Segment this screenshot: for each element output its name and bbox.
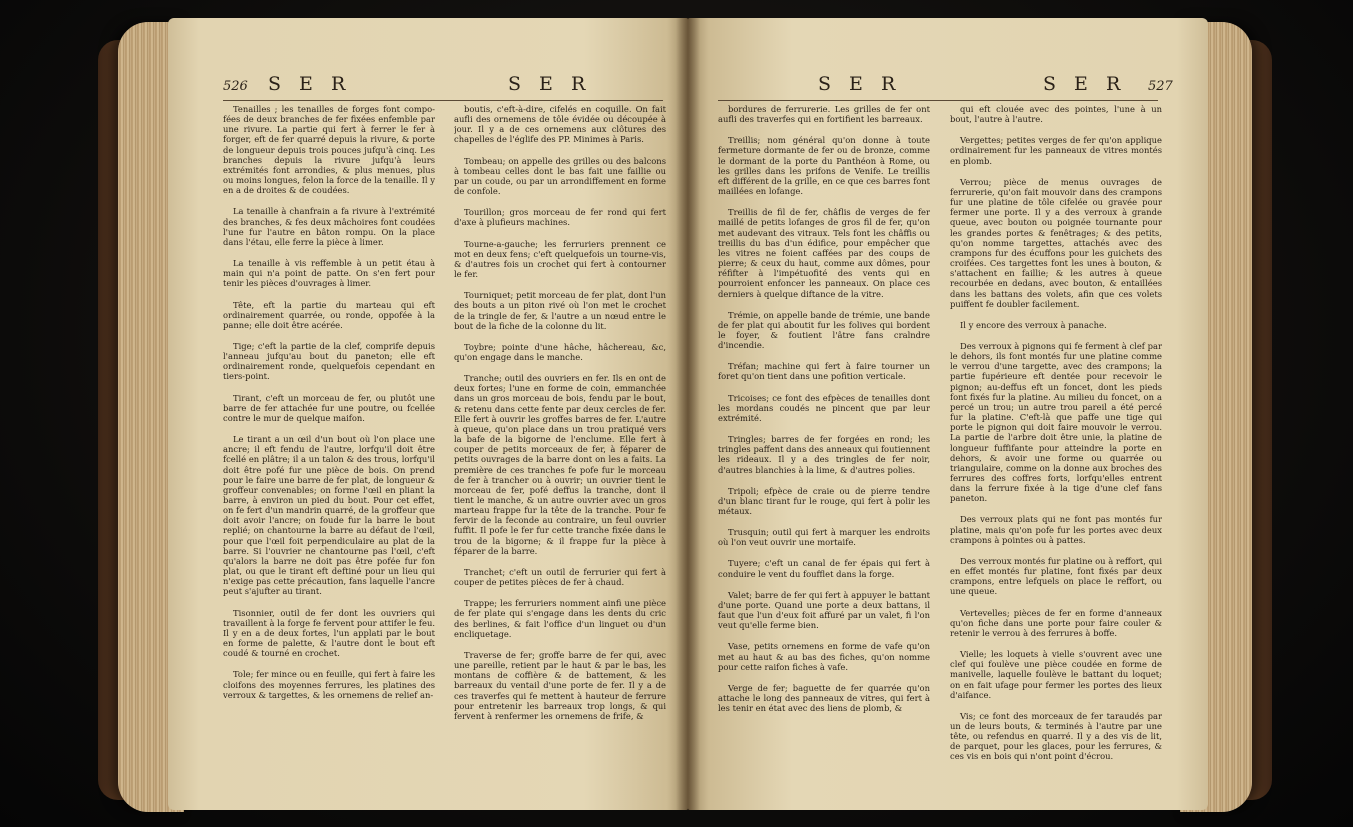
left-page-number: 526 <box>223 79 248 94</box>
right-page-number: 527 <box>1148 79 1173 94</box>
entry-paragraph: Il y encore des verroux à panache. <box>960 319 1107 330</box>
entry-paragraph: Tirant, c'eft un morceau de fer, ou plutôt une barre de fer attachée fur une poutre, ou fcellée contre le mur de quelque maifon. <box>223 392 435 423</box>
entry-paragraph: Tige; c'eft la partie de la clef, comprife depuis l'anneau jufqu'au bout du paneton; elle eft ordinairement ronde, quelquefois cependant en tiers-point. <box>223 340 435 382</box>
entry-paragraph: Vase, petits ornemens en forme de vafe qu'on met au haut & au bas des fiches, qu'on nomme pour cette raifon fiches à vafe. <box>718 641 930 672</box>
entry-paragraph: Vis; ce font des morceaux de fer taraudés par un de leurs bouts, & terminés à l'autre par une tête, ou refendus en quarré. Il y a des vis de lit, de parquet, pour les glaces, pour les ferrures, & ces vis en bois qui n'ont point d'écrou. <box>950 710 1162 762</box>
book-gutter <box>676 18 700 810</box>
entry-paragraph: Verrou; pièce de menus ouvrages de ferrurerie, qu'on fait mouvoir dans des crampons fur une platine de tôle cifelée ou gravée pour fermer une porte. Il y a des verroux à grande queue, avec bouton ou poignée tournante pour les grandes portes & fenêtrages; & des petits, qu'on nomme targettes, attachés avec des crampons fur des écuffons pour les guichets des croifées. Ces targettes font les unes à bouton, & s'attachent en faillie; & les autres à queue recourbée en dedans, avec bouton, & entaillées dans les battans des volets, afin que ces volets puiffent fe doubler facilement. <box>950 176 1162 309</box>
entry-paragraph: Vertevelles; pièces de fer en forme d'anneaux qu'on fiche dans une porte pour faire couler & retenir le verrou à des ferrures à boffe. <box>950 607 1162 638</box>
right-page-column-1 <box>718 104 930 804</box>
right-header-rule <box>718 100 1158 101</box>
entry-paragraph: Trémie, on appelle bande de trémie, une bande de fer plat qui aboutit fur les folives qui bordent le foyer, & foutient l'âtre fans cralndre d'incendie. <box>718 309 930 351</box>
entry-paragraph: Tranchet; c'eft un outil de ferrurier qui fert à couper de petites pièces de fer à chaud. <box>454 566 666 588</box>
entry-paragraph: Trappe; les ferruriers nomment ainfi une pièce de fer plate qui s'engage dans les dents du cric des berlines, & fait l'office d'un linguet ou d'un encliquetage. <box>454 598 666 639</box>
entry-paragraph: Des verroux à pignons qui fe ferment à clef par le dehors, ils font montés fur une platine comme le verrou d'une targette, avec des crampons; la partie fupérieure eft dentée pour recevoir le pignon; au-deffus eft un foncet, dont les pieds font fixés fur la platine. Au milieu du foncet, on a percé un trou; un autre trou pareil a été percé fur la platine. C'eft-là que paffe une tige qui porte le pignon qui doit faire mouvoir le verrou. La partie de l'arbre doit être unie, la platine de longueur fuffifante pour atteindre la porte en dehors, & avoir une forme ou quarrée ou triangulaire, comme on la donne aux broches des ferrures des coffres forts, lorfqu'elles entrent dans la ferrure fixée à la tige d'une clef fans paneton. <box>950 340 1162 504</box>
entry-paragraph: Tranche; outil des ouvriers en fer. Ils en ont de deux fortes; l'une en forme de coin, emmanchée dans un gros morceau de bois, fendu par le bout, & retenu dans cette fente par deux cercles de fer. Elle fert à ouvrir les groffes barres de fer. L'autre à queue, qu'on place dans un trou pratiqué vers la bafe de la bigorne de l'enclume. Elle fert à couper de petits morceaux de fer, à féparer de petits ouvrages de la barre dont on les a faits. La première de ces tranches fe pofe fur le morceau de fer à trancher ou à ouvrir; un ouvrier tient le morceau de fer, pofé deffus la tranche, dont il tient le manche, & un autre ouvrier avec un gros marteau frappe fur la tête de la tranche. Pour fe fervir de la feconde au contraire, un feul ouvrier fuffit. Il pofe le fer fur cette tranche fixée dans le trou de la bigorne; & il frappe fur la pièce à féparer de la barre. <box>454 373 666 556</box>
entry-paragraph: Verge de fer; baguette de fer quarrée qu'on attache le long des panneaux de vitres, qui fert à les tenir en état avec des liens de plomb, & <box>718 682 930 714</box>
entry-paragraph: Treillis de fil de fer, châflis de verges de fer maillé de petits lofanges de gros fil de fer, qu'on met audevant des vitraux. Tels font les châffis ou treillis du bas d'un édifice, pour empêcher que les vitres ne foient caffées par des coups de pierre; & ceux du haut, comme aux dômes, pour réfifter à l'impétuofité des vents qui en pourroient enfoncer les panneaux. On place ces derniers à quelque diftance de la vitre. <box>718 207 930 299</box>
entry-paragraph: Des verroux plats qui ne font pas montés fur platine, mais qu'on pofe fur les portes avec deux crampons à pointes ou à pattes. <box>950 514 1162 545</box>
entry-paragraph: Tourne-a-gauche; les ferruriers prennent ce mot en deux fens; c'eft quelquefois un tourne-vis, & d'autres fois un crochet qui fert à contourner le fer. <box>454 238 666 280</box>
left-page-column-1 <box>223 104 435 804</box>
entry-paragraph: Vielle; les loquets à vielle s'ouvrent avec une clef qui foulève une pièce coudée en forme de manivelle, laquelle foulève le battant du loquet; on en fait ufage pour fermer les portes des lieux d'aifance. <box>950 649 1162 700</box>
entry-paragraph: Tisonnier, outil de fer dont les ouvriers qui travaillent à la forge fe fervent pour attifer le feu. Il y en a de deux fortes, l'un applati par le bout en forme de palette, & l'autre dont le bout eft coudé & tourné en crochet. <box>223 607 435 659</box>
entry-paragraph: Des verroux montés fur platine ou à reffort, qui en effet montés fur platine, font fixés par deux crampons, entre lefquels on place le reffort, ou une queue. <box>950 555 1162 597</box>
entry-paragraph: Tourillon; gros morceau de fer rond qui fert d'axe à plufieurs machines. <box>454 207 666 228</box>
entry-paragraph: bordures de ferrurerie. Les grilles de fer ont aufli des traverfes qui en fortifient les barreaux. <box>718 104 930 125</box>
entry-paragraph: Tole; fer mince ou en feuille, qui fert à faire les cloifons des moyennes ferrures, les platines des verroux & targettes, & les ornemens de relief an- <box>223 669 435 700</box>
entry-paragraph: Tête, eft la partie du marteau qui eft ordinairement quarrée, ou ronde, oppofée à la panne; elle doit être acérée. <box>223 299 435 330</box>
right-running-head-1: S E R <box>818 73 902 95</box>
right-running-head-2: S E R <box>1043 73 1127 95</box>
left-page-header <box>168 73 688 103</box>
entry-paragraph: Tenailles ; les tenailles de forges font compo-fées de deux branches de fer fixées enfemble par une rivure. La partie qui fert à ferrer le fer à forger, eft de fer quarré depuis la rivure, & porte de longueur depuis trois pouces jufqu'à cinq. Les branches depuis la rivure jufqu'à leurs extrémités font arrondies, & plus menues, plus ou moins longues, felon la force de la tenaille. Il y en a de droites & de coudées. <box>223 104 435 196</box>
right-page-header <box>688 73 1208 103</box>
left-running-head-1: S E R <box>268 73 352 95</box>
entry-paragraph: La tenaille à chanfrain a fa rivure à l'extrémité des branches, & fes deux mâchoires font coudées l'une fur l'autre en bâton rompu. On la place dans l'étau, elle ferre la pièce à limer. <box>223 206 435 247</box>
entry-paragraph: Tuyere; c'eft un canal de fer épais qui fert à conduire le vent du foufflet dans la forge. <box>718 558 930 579</box>
right-page <box>688 18 1208 810</box>
entry-paragraph: Tripoli; efpèce de craie ou de pierre tendre d'un blanc tirant fur le rouge, qui fert à polir les métaux. <box>718 485 930 516</box>
entry-paragraph: Tréfan; machine qui fert à faire tourner un foret qu'on tient dans une pofition verticale. <box>718 361 930 382</box>
left-running-head-2: S E R <box>508 73 592 95</box>
right-page-column-2 <box>950 104 1162 804</box>
entry-paragraph: Traverse de fer; groffe barre de fer qui, avec une pareille, retient par le haut & par le bas, les montans de coffière & de battement, & les barreaux du ventail d'une porte de fer. Il y a de ces traverfes qui fe mettent à hauteur de ferrure pour entretenir les barreaux trop longs, & qui fervent à renfermer les ornemens de frife, & <box>454 649 666 721</box>
entry-paragraph: Tringles; barres de fer forgées en rond; les tringles paffent dans des anneaux qui foutiennent les rideaux. Il y a des tringles de fer noir, d'autres blanchies à la lime, & d'autres polies. <box>718 434 930 475</box>
entry-paragraph: Treillis; nom général qu'on donne à toute fermeture dormante de fer ou de bronze, comme le dormant de la porte du Panthéon à Rome, ou les grilles dans les prifons de Venife. Le treillis eft différent de la grille, en ce que ces barres font maillées en lofange. <box>718 135 930 197</box>
left-header-rule <box>223 100 663 101</box>
entry-paragraph: Vergettes; petites verges de fer qu'on applique ordinairement fur les panneaux de vitres montés en plomb. <box>950 135 1162 166</box>
entry-paragraph: Tourniquet; petit morceau de fer plat, dont l'un des bouts a un piton rivé où l'on met le crochet de la tringle de fer, & l'autre a un nœud entre le bout de la fiche de la colonne du lit. <box>454 290 666 331</box>
entry-paragraph: Trusquin; outil qui fert à marquer les endroits où l'on veut ouvrir une mortaife. <box>718 527 930 548</box>
entry-paragraph: La tenaille à vis reffemble à un petit étau à main qui n'a point de patte. On s'en fert pour tenir les pièces d'ouvrages à limer. <box>223 258 435 289</box>
entry-paragraph: Tombeau; on appelle des grilles ou des balcons à tombeau celles dont le bas fait une faillie ou par un coude, ou par un arrondiffement en forme de confole. <box>454 155 666 197</box>
entry-paragraph: boutis, c'eft-à-dire, cifelés en coquille. On fait aufli des ornemens de tôle évidée ou découpée à jour. Il y a de ces ornemens aux clôtures des chapelles de l'églife des PP. Minimes à Paris. <box>454 104 666 145</box>
left-page-column-2 <box>454 104 666 804</box>
entry-paragraph: Le tirant a un œil d'un bout où l'on place une ancre; il eft fendu de l'autre, lorfqu'il doit être fcellé en plâtre; il a un talon & des trous, lorfqu'il doit être pofé fur une pièce de bois. On prend pour le faire une barre de fer plat, de longueur & groffeur convenables; on forme l'œil en pliant la barre, à environ un pied du bout. Pour cet effet, on fe fert d'un mandrin quarré, de la groffeur que doit avoir l'ancre; on foude fur la barre le bout replié; on chantourne la barre au défaut de l'œil, pour que l'œil foit perpendiculaire au plat de la barre. Si l'ouvrier ne chantourne pas l'œil, c'eft qu'alors la barre ne doit pas être pofée fur fon plat, ou que le tirant eft deftiné pour un lieu qui n'exige pas cette précaution, fans laquelle l'ancre peut s'ajufter au tirant. <box>223 434 435 597</box>
left-page <box>168 18 688 810</box>
entry-paragraph: Tricoises; ce font des efpèces de tenailles dont les mordans coudés ne pincent que par leur extrémité. <box>718 392 930 423</box>
entry-paragraph: Valet; barre de fer qui fert à appuyer le battant d'une porte. Quand une porte a deux battans, il faut que l'un d'eux foit affuré par un valet, fi l'on veut qu'elle ferme bien. <box>718 589 930 631</box>
entry-paragraph: qui eft clouée avec des pointes, l'une à un bout, l'autre à l'autre. <box>950 104 1162 125</box>
entry-paragraph: Toybre; pointe d'une hâche, hâchereau, &c, qu'on engage dans le manche. <box>454 341 666 362</box>
